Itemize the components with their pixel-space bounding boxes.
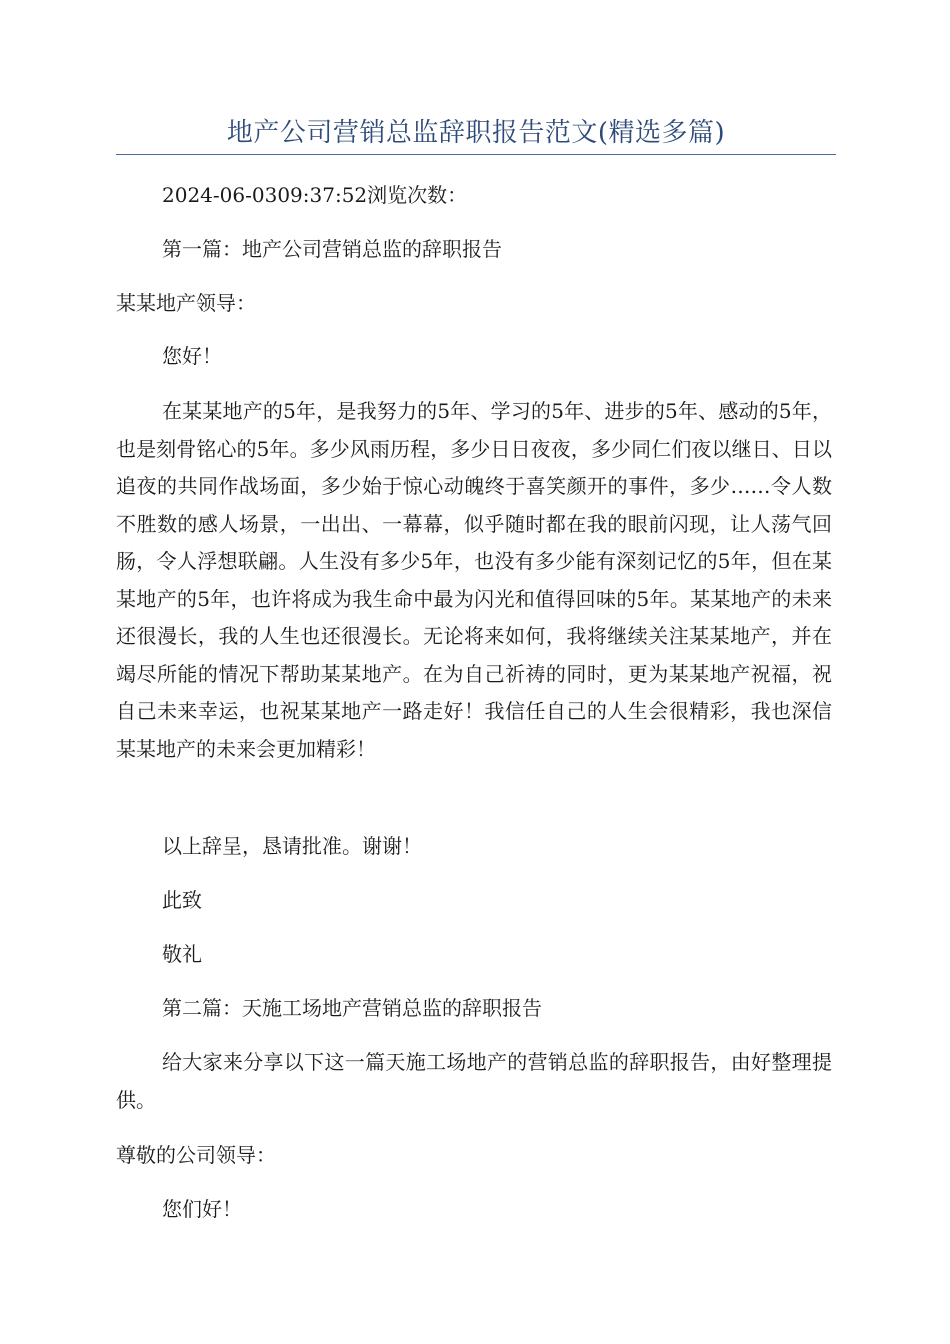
greeting1: 您好！ [162, 344, 222, 368]
meta-line: 2024-06-0309:37:52浏览次数： [162, 183, 468, 207]
closing-jingli: 敬礼 [162, 942, 202, 966]
closing-zhizhi: 此致 [162, 888, 202, 912]
body-paragraph-1: 在某某地产的5年，是我努力的5年、学习的5年、进步的5年、感动的5年，也是刻骨铭心的5年。多少风雨历程，多少日日夜夜，多少同仁们夜以继日、日以追夜的共同作战场面，多少始于惊心动魄终于喜笑颜开的事件，多少……令人数不胜数的感人场景，一出出、一幕幕，似乎随时都在我的眼前闪现，让人荡气回肠，令人浮想联翩。人生没有多少5年，也没有多少能有深刻记忆的5年，但在某某地产的5年，也许将成为我生命中最为闪光和值得回味的5年。某某地产的未来还很漫长，我的人生也还很漫长。无论将来如何，我将继续关注某某地产，并在竭尽所能的情况下帮助某某地产。在为自己祈祷的同时，更为某某地产祝福，祝自己未来幸运，也祝某某地产一路走好！我信任自己的人生会很精彩，我也深信某某地产的未来会更加精彩！ [116, 399, 832, 761]
salutation2: 尊敬的公司领导： [116, 1143, 276, 1167]
salutation1: 某某地产领导： [116, 291, 256, 315]
greeting2: 您们好！ [162, 1197, 242, 1221]
section1-heading: 第一篇：地产公司营销总监的辞职报告 [162, 237, 502, 261]
closing-request: 以上辞呈，恳请批准。谢谢！ [162, 834, 422, 858]
intro-paragraph-2: 给大家来分享以下这一篇天施工场地产的营销总监的辞职报告，由好整理提供。 [116, 1050, 832, 1112]
document-title: 地产公司营销总监辞职报告范文(精选多篇) [226, 118, 726, 148]
section2-heading: 第二篇：天施工场地产营销总监的辞职报告 [162, 996, 542, 1020]
title-underline [116, 154, 836, 155]
